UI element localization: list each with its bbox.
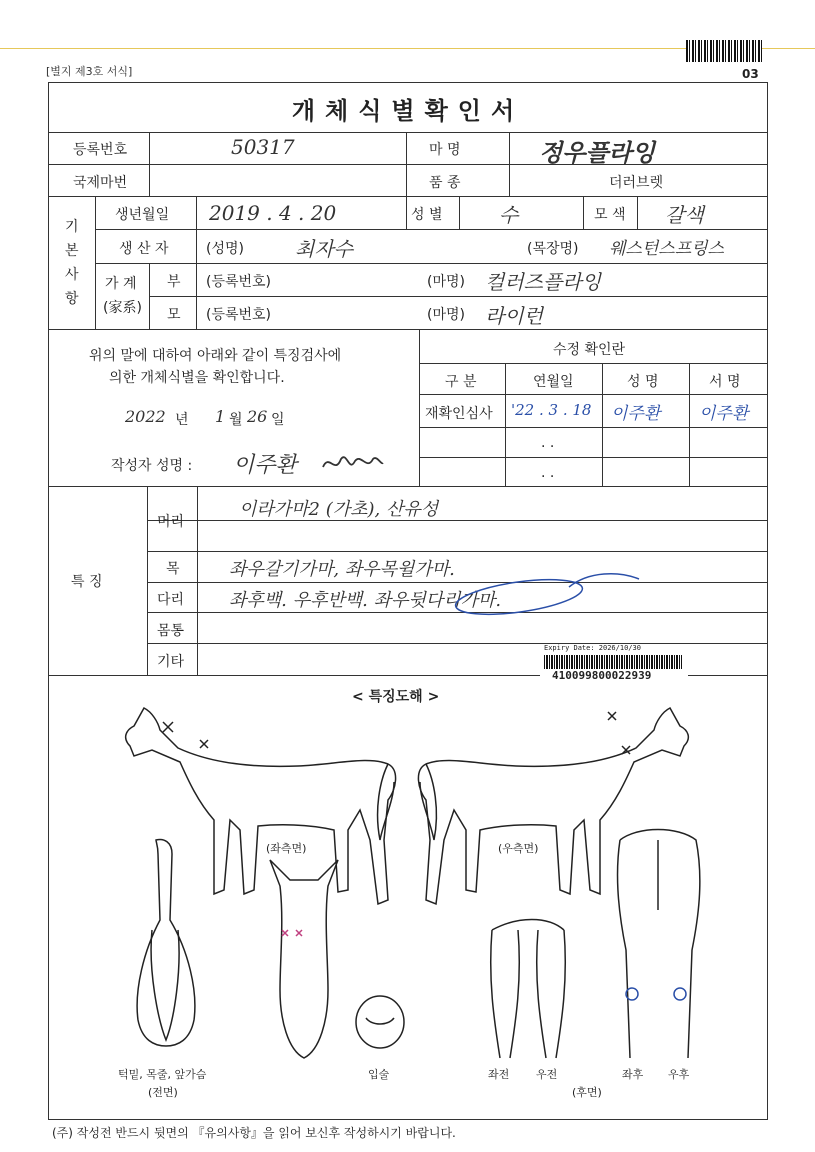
sire-name-label: (마명) xyxy=(427,274,465,290)
reg-no-value: 50317 xyxy=(231,135,295,159)
breed-label: 품 종 xyxy=(429,175,461,191)
confirm-text-line2: 의한 개체식별을 확인합니다. xyxy=(109,370,285,386)
revision-header-sign: 서 명 xyxy=(709,374,741,390)
date-month-label: 월 xyxy=(229,412,243,428)
front-view-label: (전면) xyxy=(148,1086,178,1099)
breeder-name-value: 최자수 xyxy=(295,237,353,261)
lips-label: 입술 xyxy=(368,1068,390,1081)
date-year-value: 2022 xyxy=(125,407,166,426)
top-barcode xyxy=(686,40,762,62)
revision-header-type: 구 분 xyxy=(445,374,477,390)
form-label: [별지 제3호 서식] xyxy=(46,65,133,78)
revision-row1-type: 재확인심사 xyxy=(425,406,493,422)
diagram-title: < 특징도해 > xyxy=(352,689,440,705)
revision-row1-date: '22 . 3 . 18 xyxy=(511,401,592,419)
footer-note: (주) 작성전 반드시 뒷면의 『유의사항』을 읽어 보신후 작성하시기 바랍니다. xyxy=(52,1126,456,1140)
right-front-label: 우전 xyxy=(536,1068,558,1081)
neck-value: 좌우갈기가마, 좌우목윌가마. xyxy=(229,559,455,580)
left-side-label: (좌측면) xyxy=(266,842,307,855)
birth-value: 2019 . 4 . 20 xyxy=(209,201,337,225)
revision-title: 수정 확인란 xyxy=(553,342,626,358)
leg-value: 좌후백. 우후반백. 좌우뒷다리가마. xyxy=(229,590,502,611)
revision-row1-sign: 이주환 xyxy=(699,404,749,424)
writer-value: 이주환 xyxy=(233,453,297,478)
breeder-label: 생 산 자 xyxy=(119,241,169,257)
sticker-barcode xyxy=(544,655,682,669)
sire-label: 부 xyxy=(167,274,181,290)
color-label: 모 색 xyxy=(594,207,626,223)
right-rear-label: 우후 xyxy=(668,1068,690,1081)
rear-view-label: (후면) xyxy=(572,1086,602,1099)
breeder-name-label: (성명) xyxy=(206,241,244,257)
revision-row2-dots: . . xyxy=(541,435,555,451)
sire-reg-label: (등록번호) xyxy=(206,274,272,290)
sticker-expiry: Expiry Date: 2026/10/30 xyxy=(544,644,641,652)
date-year-label: 년 xyxy=(175,412,189,428)
revision-row1-name: 이주환 xyxy=(611,404,661,424)
page-title: 개체식별확인서 xyxy=(291,97,525,125)
left-rear-label: 좌후 xyxy=(622,1068,644,1081)
microchip-sticker xyxy=(540,644,688,684)
breed-value: 더러브렛 xyxy=(609,175,664,191)
dam-reg-label: (등록번호) xyxy=(206,307,272,323)
page-number: 03 xyxy=(742,67,759,81)
sire-name-value: 컬러즈플라잉 xyxy=(485,270,601,294)
dam-label: 모 xyxy=(167,307,181,323)
farm-label: (목장명) xyxy=(527,241,579,257)
dam-name-value: 라이런 xyxy=(485,304,543,328)
revision-header-date: 연월일 xyxy=(533,374,574,390)
left-front-label: 좌전 xyxy=(488,1068,510,1081)
dam-name-label: (마명) xyxy=(427,307,465,323)
farm-value: 웨스턴스프링스 xyxy=(609,239,724,259)
date-month-value: 1 xyxy=(215,407,226,426)
horse-name-label: 마 명 xyxy=(429,142,461,158)
pedigree-hanja: (家系) xyxy=(103,300,142,316)
writer-label: 작성자 성명 : xyxy=(111,458,193,474)
features-section-label: 특 징 xyxy=(71,574,103,590)
other-label: 기타 xyxy=(157,654,185,670)
right-side-label: (우측면) xyxy=(498,842,539,855)
date-day-value: 26 xyxy=(247,407,268,426)
leg-label: 다리 xyxy=(157,592,185,608)
sex-value: 수 xyxy=(499,203,519,227)
head-value: 이라가마2 (가초), 산유성 xyxy=(239,499,439,520)
reg-no-label: 등록번호 xyxy=(73,142,128,158)
intl-no-label: 국제마번 xyxy=(73,175,128,191)
horse-diagram xyxy=(48,690,766,1110)
revision-row3-dots: . . xyxy=(541,465,555,481)
birth-label: 생년월일 xyxy=(115,207,170,223)
date-day-label: 일 xyxy=(271,412,285,428)
pedigree-label: 가 계 xyxy=(105,276,137,292)
color-value: 갈색 xyxy=(665,203,704,227)
head-label: 머리 xyxy=(157,514,185,530)
sex-label: 성 별 xyxy=(411,207,443,223)
basic-section-label: 기 본 사 항 xyxy=(65,219,79,307)
revision-header-name: 성 명 xyxy=(627,374,659,390)
sticker-number: 410099800022939 xyxy=(552,669,652,682)
confirm-text-line1: 위의 말에 대하여 아래와 같이 특징검사에 xyxy=(89,348,342,364)
neck-label: 목 xyxy=(166,561,180,577)
horse-name-value: 정우플라잉 xyxy=(539,138,655,167)
front-caption: 턱밑, 목줄, 앞가슴 xyxy=(118,1068,207,1081)
body-label: 몸통 xyxy=(157,623,185,639)
writer-signature xyxy=(319,447,385,477)
leg-circle-annotation xyxy=(449,569,659,625)
